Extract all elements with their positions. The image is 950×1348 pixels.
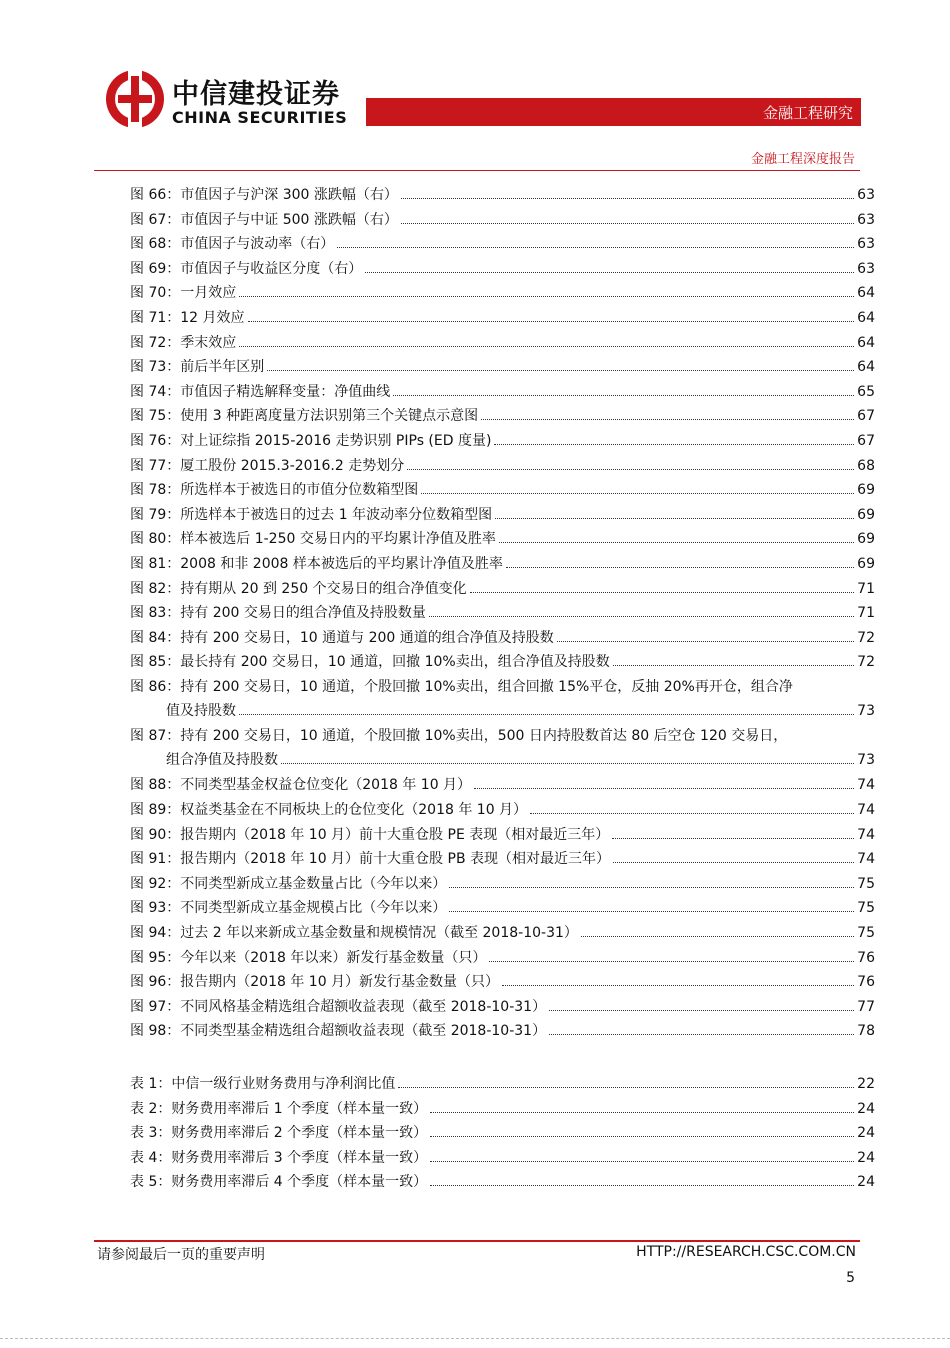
toc-entry-label: 图 81：2008 和非 2008 样本被选后的平均累计净值及胜率: [130, 556, 503, 572]
toc-leader-dots: [430, 1136, 854, 1137]
toc-entry-label: 图 88：不同类型基金权益仓位变化（2018 年 10 月）: [130, 777, 472, 794]
toc-entry-label: 图 83：持有 200 交易日的组合净值及持股数量: [130, 605, 426, 622]
toc-entry-page: 63: [857, 211, 875, 228]
toc-entry[interactable]: [130, 503, 875, 527]
toc-entry-label: 图 82：持有期从 20 到 250 个交易日的组合净值变化: [130, 580, 467, 597]
toc-entry-label: 图 97：不同风格基金精选组合超额收益表现（截至 2018-10-31）: [130, 998, 547, 1015]
toc-leader-dots: [239, 714, 854, 715]
toc-leader-dots: [494, 444, 854, 445]
toc-entry-label: 图 73：前后半年区别: [130, 359, 265, 376]
toc-entry-page: 75: [857, 875, 875, 892]
toc-entry[interactable]: [130, 946, 875, 970]
toc-entry[interactable]: [130, 454, 875, 478]
toc-entry-page: 76: [857, 974, 875, 991]
toc-entry-page: 75: [857, 925, 875, 941]
toc-entry-page: 78: [857, 1023, 875, 1040]
toc-leader-dots: [613, 862, 854, 863]
toc-entry-label: 图 91：报告期内（2018 年 10 月）前十大重仓股 PB 表现（相对最近三年）: [130, 851, 611, 868]
toc-leader-dots: [530, 813, 854, 814]
toc-entry[interactable]: [130, 995, 875, 1019]
toc-entry[interactable]: [130, 208, 875, 232]
toc-leader-dots: [499, 542, 854, 543]
toc-entry[interactable]: [130, 724, 875, 772]
toc-entry[interactable]: [130, 281, 875, 305]
toc-entry-page: 74: [857, 802, 875, 818]
csc-logo-icon: [104, 68, 166, 130]
toc-leader-dots: [281, 763, 854, 764]
toc-leader-dots: [506, 567, 854, 568]
toc-entry-page: 69: [857, 482, 875, 499]
toc-leader-dots: [421, 493, 854, 494]
toc-entry-label: 图 89：权益类基金在不同板块上的仓位变化（2018 年 10 月）: [130, 802, 528, 818]
toc-entry[interactable]: [130, 798, 875, 822]
toc-entry-label-continued: 组合净值及持股数: [166, 752, 278, 769]
toc-leader-dots: [557, 641, 854, 642]
toc-leader-dots: [612, 838, 854, 839]
toc-entry-label: 图 69：市值因子与收益区分度（右）: [130, 260, 363, 277]
toc-entry-label: 图 94：过去 2 年以来新成立基金数量和规模情况（截至 2018-10-31）: [130, 925, 578, 941]
toc-entry-page: 63: [857, 187, 875, 203]
toc-entry[interactable]: [130, 306, 875, 330]
toc-leader-dots: [474, 788, 854, 789]
toc-entry-page: 73: [857, 752, 875, 769]
toc-leader-dots: [449, 887, 854, 888]
toc-entry[interactable]: [130, 921, 875, 945]
toc-entry[interactable]: [130, 331, 875, 355]
toc-entry[interactable]: [130, 1121, 875, 1145]
toc-entry-label: 表 4：财务费用率滞后 3 个季度（样本量一致）: [130, 1149, 428, 1166]
toc-entry-page: 68: [857, 457, 875, 474]
toc-leader-dots: [549, 1010, 854, 1011]
toc-leader-dots: [470, 592, 855, 593]
toc-entry-page: 24: [857, 1174, 875, 1191]
toc-entry[interactable]: [130, 429, 875, 453]
toc-entry[interactable]: [130, 823, 875, 847]
toc-leader-dots: [430, 1112, 854, 1113]
toc-entry-page: 67: [857, 408, 875, 425]
toc-entry[interactable]: [130, 1072, 875, 1096]
toc-entry-page: 74: [857, 851, 875, 868]
toc-entry-page: 67: [857, 433, 875, 449]
toc-entry[interactable]: [130, 478, 875, 502]
toc-entry-label: 图 84：持有 200 交易日，10 通道与 200 通道的组合净值及持股数: [130, 629, 554, 646]
toc-entry-label: 表 2：财务费用率滞后 1 个季度（样本量一致）: [130, 1100, 428, 1117]
toc-entry-label: 图 86：持有 200 交易日，10 通道，个股回撤 10%卖出，组合回撤 15%平仓，反抽 20%再开仓，组合净: [130, 679, 793, 695]
toc-entry-label: 图 68：市值因子与波动率（右）: [130, 236, 335, 253]
toc-entry[interactable]: [130, 355, 875, 379]
toc-entry[interactable]: [130, 257, 875, 281]
toc-entry-page: 63: [857, 236, 875, 253]
toc-leader-dots: [549, 1034, 854, 1035]
toc-entry-page: 72: [857, 629, 875, 646]
toc-leader-dots: [337, 247, 854, 248]
report-type: 金融工程深度报告: [750, 152, 855, 167]
toc-leader-dots: [429, 616, 854, 617]
toc-entry-page: 69: [857, 531, 875, 548]
footer-divider: [94, 1240, 860, 1242]
toc-leader-dots: [430, 1161, 854, 1162]
toc-entry-page: 72: [857, 654, 875, 671]
toc-entry-page: 64: [857, 359, 875, 376]
toc-entry-label: 图 70：一月效应: [130, 285, 237, 302]
toc-entry[interactable]: [130, 1019, 875, 1043]
toc-entry[interactable]: [130, 650, 875, 674]
toc-entry-label: 图 90：报告期内（2018 年 10 月）前十大重仓股 PE 表现（相对最近三年）: [130, 826, 610, 843]
toc-entry-page: 65: [857, 383, 875, 400]
toc-leader-dots: [581, 936, 854, 937]
toc-leader-dots: [613, 665, 854, 666]
toc-entry-label-continued: 值及持股数: [166, 703, 236, 719]
toc-leader-dots: [430, 1185, 854, 1186]
section-title: 金融工程研究: [762, 104, 853, 122]
toc-entry-label: 表 1：中信一级行业财务费用与净利润比值: [130, 1076, 396, 1092]
toc-entry[interactable]: [130, 675, 875, 723]
toc-entry-page: 64: [857, 334, 875, 351]
toc-entry-page: 64: [857, 310, 875, 326]
toc-entry-label: 图 71：12 月效应: [130, 310, 245, 326]
toc-entry-page: 75: [857, 900, 875, 917]
toc-entry-page: 73: [857, 703, 875, 719]
toc-leader-dots: [248, 321, 855, 322]
toc-entry-label: 图 80：样本被选后 1-250 交易日内的平均累计净值及胜率: [130, 531, 496, 548]
toc-entry-page: 76: [857, 949, 875, 966]
disclaimer-note: 请参阅最后一页的重要声明: [97, 1247, 265, 1263]
brand-logo: [104, 68, 348, 132]
toc-entry-page: 69: [857, 506, 875, 523]
brand-name-en: CHINA SECURITIES: [172, 108, 348, 127]
toc-entry-page: 64: [857, 285, 875, 302]
toc-leader-dots: [401, 223, 854, 224]
toc-entry-label: 图 74：市值因子精选解释变量：净值曲线: [130, 383, 391, 400]
brand-name-cn: 中信建投证券: [172, 79, 340, 110]
toc-entry-label: 图 85：最长持有 200 交易日，10 通道，回撤 10%卖出，组合净值及持股数: [130, 654, 610, 671]
toc-entry[interactable]: [130, 1097, 875, 1121]
toc-entry-label: 图 92：不同类型新成立基金数量占比（今年以来）: [130, 875, 447, 892]
toc-entry-label: 图 87：持有 200 交易日，10 通道，个股回撤 10%卖出，500 日内持股数首达 80 后空仓 120 交易日，: [130, 728, 788, 745]
toc-entry-label: 表 3：财务费用率滞后 2 个季度（样本量一致）: [130, 1125, 428, 1142]
toc-leader-dots: [481, 419, 854, 420]
toc-entry-page: 74: [857, 777, 875, 794]
toc-entry-label: 图 93：不同类型新成立基金规模占比（今年以来）: [130, 900, 447, 917]
toc-entry-label: 图 77：厦工股份 2015.3-2016.2 走势划分: [130, 457, 405, 474]
toc-leader-dots: [398, 1087, 854, 1088]
toc-entry-label: 图 95：今年以来（2018 年以来）新发行基金数量（只）: [130, 949, 487, 966]
toc-entry[interactable]: [130, 183, 875, 207]
toc-entry[interactable]: [130, 773, 875, 797]
toc-entry[interactable]: [130, 626, 875, 650]
toc-entry-page: 22: [857, 1076, 875, 1092]
toc-entry[interactable]: [130, 847, 875, 871]
website-link[interactable]: HTTP://RESEARCH.CSC.COM.CN: [636, 1244, 856, 1260]
toc-entry[interactable]: [130, 527, 875, 551]
toc-leader-dots: [365, 272, 854, 273]
toc-entry[interactable]: [130, 552, 875, 576]
toc-entry[interactable]: [130, 896, 875, 920]
toc-entry[interactable]: [130, 1146, 875, 1170]
toc-entry-label: 图 98：不同类型基金精选组合超额收益表现（截至 2018-10-31）: [130, 1023, 547, 1040]
toc-entry-label: 图 72：季末效应: [130, 334, 237, 351]
page-number: 5: [846, 1270, 855, 1286]
toc-entry-label: 图 79：所选样本于被选日的过去 1 年波动率分位数箱型图: [130, 506, 493, 523]
toc-entry-page: 24: [857, 1149, 875, 1166]
toc-entry[interactable]: [130, 380, 875, 404]
toc-leader-dots: [502, 985, 854, 986]
toc-leader-dots: [393, 395, 854, 396]
toc-entry-page: 63: [857, 260, 875, 277]
toc-entry-label: 图 75：使用 3 种距离度量方法识别第三个关键点示意图: [130, 408, 479, 425]
toc-entry-label: 图 67：市值因子与中证 500 涨跌幅（右）: [130, 211, 398, 228]
toc-entry[interactable]: [130, 1170, 875, 1194]
page-edge-divider: [0, 1338, 950, 1339]
toc-entry[interactable]: [130, 577, 875, 601]
toc-entry-page: 24: [857, 1125, 875, 1142]
toc-entry-label: 图 76：对上证综指 2015-2016 走势识别 PIPs (ED 度量): [130, 433, 492, 449]
header-divider: [94, 170, 860, 171]
toc-leader-dots: [239, 296, 854, 297]
toc-leader-dots: [267, 370, 854, 371]
toc-leader-dots: [489, 961, 854, 962]
toc-leader-dots: [401, 198, 854, 199]
toc-entry-page: 71: [857, 605, 875, 622]
toc-entry-page: 77: [857, 998, 875, 1015]
toc-leader-dots: [495, 518, 854, 519]
toc-entry-label: 图 66：市值因子与沪深 300 涨跌幅（右）: [130, 187, 398, 203]
toc-entry[interactable]: [130, 970, 875, 994]
toc-entry[interactable]: [130, 601, 875, 625]
toc-entry-label: 表 5：财务费用率滞后 4 个季度（样本量一致）: [130, 1174, 428, 1191]
toc-entry-label: 图 78：所选样本于被选日的市值分位数箱型图: [130, 482, 419, 499]
toc-entry[interactable]: [130, 872, 875, 896]
toc-entry-page: 24: [857, 1100, 875, 1117]
toc-entry-page: 74: [857, 826, 875, 843]
toc-leader-dots: [239, 346, 854, 347]
toc-entry-page: 69: [857, 556, 875, 572]
toc-entry[interactable]: [130, 232, 875, 256]
toc-entry-page: 71: [857, 580, 875, 597]
toc-leader-dots: [407, 469, 854, 470]
section-banner: [366, 98, 861, 126]
toc-entry[interactable]: [130, 404, 875, 428]
toc-entry-label: 图 96：报告期内（2018 年 10 月）新发行基金数量（只）: [130, 974, 500, 991]
toc-leader-dots: [449, 911, 854, 912]
